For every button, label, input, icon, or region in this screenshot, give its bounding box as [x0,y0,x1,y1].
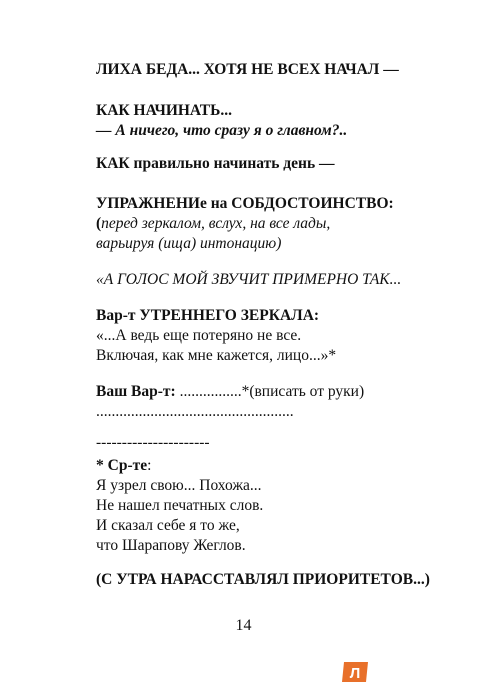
exercise-instruction-line-2: варьируя (ища) интонацию) [96,235,282,252]
your-variant-blank: ................*(вписать от руки) [175,383,365,400]
heading-likha-beda: ЛИХА БЕДА... ХОТЯ НЕ ВСЕХ НАЧАЛ — [96,61,399,78]
footnote-separator: ---------------------- [96,434,210,451]
logo-glyph: Л [349,665,361,682]
litres-logo-icon [340,660,370,684]
footnote-colon: : [147,457,152,474]
exercise-instruction-text: перед зеркалом, вслух, на все лады, [101,215,331,232]
italic-remark: — А ничего, что сразу я о главном?.. [96,122,348,139]
footnote-heading [96,456,151,476]
footnote-label: * Ср-те [96,457,148,474]
open-paren: ( [96,215,102,232]
exercise-instruction-line-1 [96,214,330,234]
your-variant-label: Ваш Вар-т: [96,383,176,400]
page-number: 14 [235,617,252,634]
your-variant-line [96,382,364,402]
voice-quote: «А ГОЛОС МОЙ ЗВУЧИТ ПРИМЕРНО ТАК... [96,271,402,288]
dotted-fill-line: ................................................... [96,403,294,420]
heading-kak-nachinat: КАК НАЧИНАТЬ... [96,102,232,119]
quote-line-1: «...А ведь еще потеряно не все. [96,327,302,344]
poem-line-2: Не нашел печатных слов. [96,497,264,514]
heading-uprazhnenie: УПРАЖНЕНИе на СОБДОСТОИНСТВО: [96,195,394,212]
poem-line-1: Я узрел свою... Похожа... [96,477,262,494]
heading-kak-pravilno: КАК правильно начинать день — [96,155,335,172]
poem-line-4: что Шарапову Жеглов. [96,537,246,554]
quote-line-2: Включая, как мне кажется, лицо...»* [96,347,337,364]
heading-variant-zerkala: Вар-т УТРЕННЕГО ЗЕРКАЛА: [96,307,320,324]
closing-priorities: (С УТРА НАРАССТАВЛЯЛ ПРИОРИТЕТОВ...) [96,571,430,588]
poem-line-3: И сказал себе я то же, [96,517,240,534]
